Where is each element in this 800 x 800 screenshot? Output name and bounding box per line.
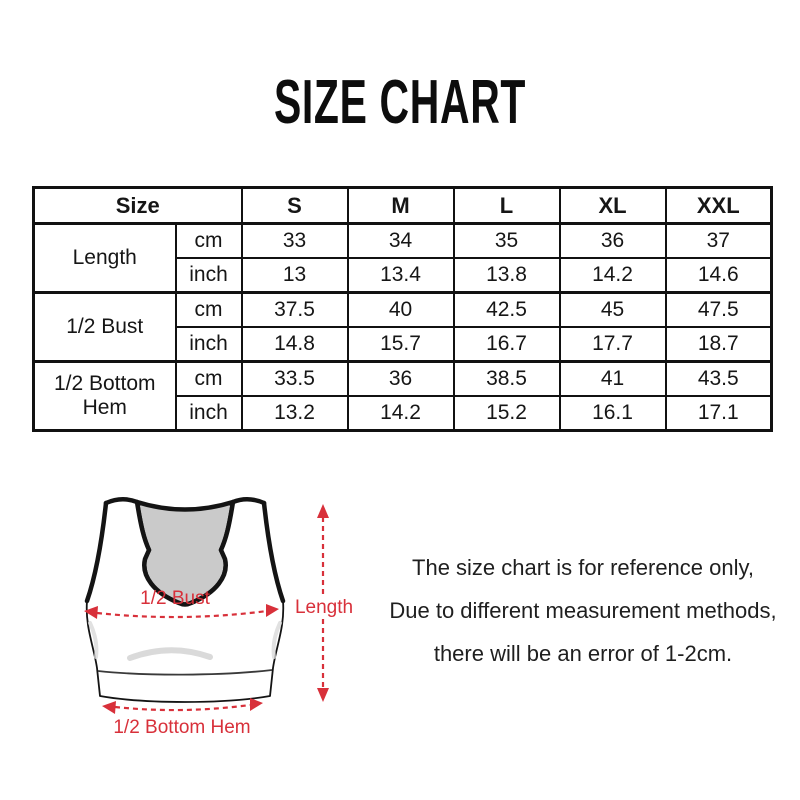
unit-label-cm: cm xyxy=(176,362,242,397)
title-container xyxy=(0,67,800,137)
size-header-l: L xyxy=(454,188,560,224)
bottom-hem-arrow-line xyxy=(115,705,250,710)
note-line: The size chart is for reference only, xyxy=(412,555,754,580)
table-cell: 41 xyxy=(560,362,666,397)
size-header-xl: XL xyxy=(560,188,666,224)
table-cell: 16.7 xyxy=(454,327,560,362)
length-label: Length xyxy=(294,597,354,618)
bust-label: 1/2 Bust xyxy=(140,588,210,609)
size-header-m: M xyxy=(348,188,454,224)
note-line: there will be an error of 1-2cm. xyxy=(433,641,733,666)
table-cell: 18.7 xyxy=(666,327,772,362)
note-line: Due to different measurement methods, xyxy=(389,598,777,623)
table-cell: 37.5 xyxy=(242,293,348,328)
table-row xyxy=(34,362,772,397)
unit-label-cm: cm xyxy=(176,293,242,328)
garment-measurement-diagram xyxy=(60,485,372,747)
page-title: SIZE CHART xyxy=(273,67,527,137)
bottom-hem-label: 1/2 Bottom Hem xyxy=(113,717,251,738)
table-cell: 17.1 xyxy=(666,396,772,431)
table-cell: 14.6 xyxy=(666,258,772,293)
table-cell: 43.5 xyxy=(666,362,772,397)
unit-label-cm: cm xyxy=(176,224,242,259)
unit-label-inch: inch xyxy=(176,327,242,362)
table-cell: 34 xyxy=(348,224,454,259)
table-cell: 38.5 xyxy=(454,362,560,397)
row-label-bust: 1/2 Bust xyxy=(34,293,176,362)
size-header-s: S xyxy=(242,188,348,224)
table-cell: 37 xyxy=(666,224,772,259)
table-cell: 45 xyxy=(560,293,666,328)
reference-note xyxy=(368,546,798,675)
unit-label-inch: inch xyxy=(176,258,242,293)
row-label-length: Length xyxy=(34,224,176,293)
table-cell: 13 xyxy=(242,258,348,293)
table-cell: 15.2 xyxy=(454,396,560,431)
table-cell: 16.1 xyxy=(560,396,666,431)
length-arrowhead-bottom xyxy=(317,688,329,702)
bottom-hem-arrowhead-right xyxy=(250,698,263,711)
row-label-bottom-hem: 1/2 Bottom Hem xyxy=(34,362,176,431)
table-header-row xyxy=(34,188,772,224)
table-row xyxy=(34,293,772,328)
table-cell: 15.7 xyxy=(348,327,454,362)
table-cell: 40 xyxy=(348,293,454,328)
size-corner-header: Size xyxy=(34,188,242,224)
table-cell: 14.8 xyxy=(242,327,348,362)
table-cell: 42.5 xyxy=(454,293,560,328)
unit-label-inch: inch xyxy=(176,396,242,431)
table-cell: 13.8 xyxy=(454,258,560,293)
table-cell: 47.5 xyxy=(666,293,772,328)
size-header-xxl: XXL xyxy=(666,188,772,224)
table-row xyxy=(34,224,772,259)
table-cell: 14.2 xyxy=(348,396,454,431)
table-cell: 13.4 xyxy=(348,258,454,293)
table-cell: 35 xyxy=(454,224,560,259)
table-cell: 17.7 xyxy=(560,327,666,362)
length-arrowhead-top xyxy=(317,504,329,518)
size-table xyxy=(32,186,773,432)
table-cell: 36 xyxy=(348,362,454,397)
table-cell: 13.2 xyxy=(242,396,348,431)
table-cell: 14.2 xyxy=(560,258,666,293)
table-cell: 33 xyxy=(242,224,348,259)
bottom-hem-arrowhead-left xyxy=(102,701,116,714)
table-cell: 33.5 xyxy=(242,362,348,397)
table-cell: 36 xyxy=(560,224,666,259)
